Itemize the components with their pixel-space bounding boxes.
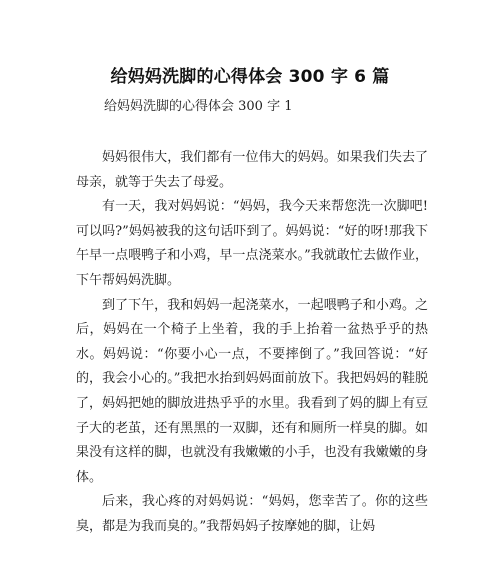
paragraph-2: 有一天，我对妈妈说：“妈妈，我今天来帮您洗一次脚吧!可以吗?”妈妈被我的这句话吓到了。妈妈说：“好的呀!那我下午早一点喂鸭子和小鸡，早一点浇菜水。”我就敢忙去做作业，下午帮妈妈洗脚。	[76, 199, 428, 288]
paragraph-4: 后来，我心疼的对妈妈说：“妈妈，您幸苦了。你的这些臭，都是为我而臭的。”我帮妈妈子按摩她的脚，让妈	[76, 494, 428, 534]
article-body	[76, 146, 428, 540]
section-heading: 给妈妈洗脚的心得体会 300 字 1	[104, 99, 293, 114]
paragraph-3: 到了下午，我和妈妈一起浇菜水，一起喂鸭子和小鸡。之后，妈妈在一个椅子上坐着，我的手上抬着一盆热乎乎的热水。妈妈说：“你要小心一点，不要摔倒了。”我回答说：“好的，我会小心的。”我把水抬到妈妈面前放下。我把妈妈的鞋脱了，妈妈把她的脚放进热乎乎的水里。我看到了妈的脚上有豆子大的老茧，还有黑黑的一双脚，还有和厕所一样臭的脚。如果没有这样的脚，也就没有我嫩嫩的小手，也没有我嫩嫩的身体。	[76, 297, 428, 485]
document-title: 给妈妈洗脚的心得体会 300 字 6 篇	[110, 67, 390, 87]
paragraph-1: 妈妈很伟大，我们都有一位伟大的妈妈。如果我们失去了母亲，就等于失去了母爱。	[76, 150, 428, 190]
